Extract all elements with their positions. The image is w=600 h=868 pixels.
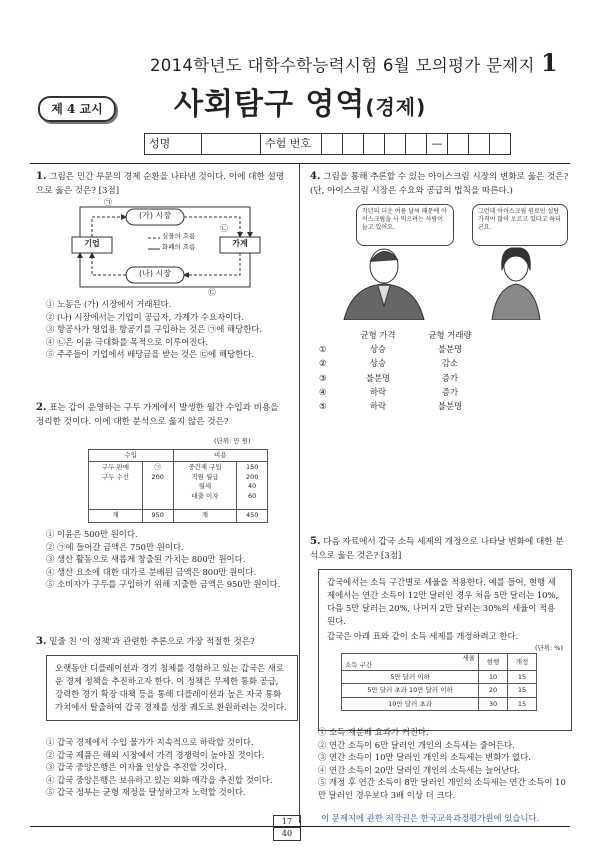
q3-options (46, 736, 296, 799)
q3-number: 3. (36, 636, 47, 647)
exam-no-digit[interactable] (364, 134, 385, 155)
mark-a: ㉠ (104, 198, 112, 207)
exam-no-digit[interactable] (406, 134, 427, 155)
exam-no-digit[interactable] (469, 134, 490, 155)
q1-circulation-diagram (70, 198, 270, 297)
name-field[interactable] (202, 134, 261, 155)
q3-option[interactable]: ② 갑국 제품은 해외 시장에서 가격 경쟁력이 높아질 것이다. (46, 749, 265, 760)
q4-option-mark: ③ (319, 372, 327, 383)
household-label: 가계 (232, 239, 248, 248)
q5-option[interactable]: ① 소득 재분배 효과가 커진다. (318, 727, 429, 737)
q2-option[interactable]: ④ 생산 요소에 대한 대가로 분배된 금액은 800만 원이다. (46, 566, 257, 577)
people-figures (312, 244, 568, 320)
q2-income-cost-table (88, 449, 268, 523)
q4-col-qty: 균형 거래량 (428, 330, 472, 340)
legend-real: 실물의 흐름 (162, 232, 196, 240)
man-figure (344, 249, 424, 320)
market-ga-label: (가) 시장 (139, 211, 171, 220)
q1-stem: 그림은 민간 부문의 경제 순환을 나타낸 것이다. 이에 대한 설명으로 옳은 것은? [3점] (36, 172, 285, 196)
q2-income-total: 950 (142, 510, 173, 522)
q5-head-bracket: 소득 구간 (345, 661, 373, 670)
q3-option[interactable]: ⑤ 갑국 정부는 균형 재정을 달성하고자 노력할 것이다. (46, 787, 246, 798)
q4-option-mark: ⑤ (319, 400, 327, 411)
q3-option[interactable]: ④ 갑국 중앙은행은 보유하고 있는 외화 매각을 추진할 것이다. (46, 774, 273, 785)
exam-no-digit[interactable] (343, 134, 364, 155)
q1-option[interactable]: ⑤ 주주들이 기업에서 배당금을 받는 것은 ㉢에 해당한다. (46, 349, 254, 360)
q4-option-price: 하락 (369, 400, 387, 411)
header-rule (30, 163, 570, 164)
man-speech-bubble: 작년의 더운 여름 날씨 때문에 아이스크림을 사 먹으려는 사람이 늘고 있어요. (356, 204, 454, 246)
q2-option[interactable]: ① 이윤은 500만 원이다. (46, 529, 138, 539)
q4-option-qty: 증가 (441, 372, 459, 383)
page-number: 1 (541, 48, 558, 77)
q5-head-rate: 세율 (462, 654, 476, 663)
subject-title (174, 83, 426, 127)
q2-stem: 표는 갑이 운영하는 구두 가게에서 발생한 월간 수입과 비용을 정리한 것이다. 이에 대한 분석으로 옳지 않은 것은? (36, 403, 279, 427)
q5-revised-rate: 15 (508, 684, 537, 697)
exam-no-digit[interactable] (490, 134, 511, 155)
q4-number: 4. (310, 171, 321, 182)
q4-option-price: 불분명 (365, 372, 391, 383)
q5-unit: (단위: %) (534, 644, 563, 653)
exam-no-label: 수험 번호 (261, 134, 322, 155)
q2-options (46, 528, 296, 591)
q4-option-qty: 감소 (441, 358, 459, 369)
q4-option-mark: ① (319, 344, 327, 355)
q2-option[interactable]: ③ 생산 활동으로 새롭게 창출된 가치는 800만 원이다. (46, 554, 246, 565)
q3-option[interactable]: ① 갑국 경제에서 수입 물가가 지속적으로 하락할 것이다. (46, 737, 254, 747)
q1-option[interactable]: ② (나) 시장에서는 기업이 공급자, 가계가 수요자이다. (46, 311, 245, 322)
page-fraction (273, 815, 301, 841)
woman-speech-bubble: 그런데 아이스크림 원료인 설탕 가격이 많이 오르고 있다고 하더군요. (472, 204, 568, 246)
q4-option-row[interactable] (318, 371, 486, 385)
mark-b: ㉡ (220, 224, 228, 233)
q1-number: 1. (36, 171, 47, 182)
name-label: 성명 (145, 134, 202, 155)
q5-tax-table (341, 653, 537, 710)
q4-option-qty: 불분명 (437, 344, 463, 355)
q3-stem: 밑줄 친 '이 정책'과 관련한 추론으로 가장 적절한 것은? (49, 637, 255, 647)
copyright-note: 이 문제지에 관한 저작권은 한국교육과정평가원에 있습니다. (321, 813, 540, 823)
exam-no-dash: — (427, 134, 448, 155)
q3-passage: 오랫동안 디플레이션과 경기 침체를 경험하고 있는 갑국은 새로운 경제 정책을 추진하고자 한다. 이 정책은 무제한 통화 공급, 강력한 경기 확장 대책 등을 통해 디플레이션과 높은 자국 통화 가치에서 탈출하여 갑국 경제를 성장 궤도로 환원하려는 것이다. (46, 655, 298, 721)
q4-option-price: 하락 (369, 386, 387, 397)
firm-label: 기업 (84, 239, 100, 248)
q5-option[interactable]: ④ 연간 소득이 20만 달러인 개인의 소득세는 늘어난다. (318, 764, 521, 775)
q4-option-price: 상승 (369, 358, 387, 369)
q1-option[interactable]: ④ ㉡은 이윤 극대화를 목적으로 이루어진다. (46, 336, 209, 347)
q2-total-label: 계 (89, 510, 143, 522)
q4-option-row[interactable] (318, 385, 486, 399)
question-5 (310, 535, 570, 562)
question-4 (310, 170, 570, 197)
q4-option-row[interactable] (318, 342, 486, 356)
page-total: 40 (274, 827, 300, 839)
q5-bracket: 5만 달러 이하 (342, 671, 479, 684)
q5-head-revised: 개정 (508, 654, 537, 671)
woman-figure (492, 248, 540, 320)
q2-unit: (단위: 만 원) (214, 437, 251, 445)
question-1 (36, 170, 286, 197)
q1-option[interactable]: ③ 항공사가 영업용 항공기를 구입하는 것은 ㉠에 해당한다. (46, 324, 263, 335)
subject-sub: (경제) (365, 95, 427, 119)
q5-current-rate: 20 (479, 684, 508, 697)
page-current: 17 (281, 817, 293, 826)
q4-option-mark: ④ (319, 386, 327, 397)
q2-option[interactable]: ② ㉠에 들어갈 금액은 750만 원이다. (46, 541, 184, 552)
q2-head-cost: 비용 (173, 450, 267, 462)
q4-option-row[interactable] (318, 356, 486, 370)
q3-option[interactable]: ③ 갑국 중앙은행은 이자율 인상을 추진할 것이다. (46, 762, 227, 773)
exam-no-digit[interactable] (385, 134, 406, 155)
q5-passage-box (318, 569, 572, 731)
exam-title: 2014학년도 대학수학능력시험 6월 모의평가 문제지 (150, 56, 535, 75)
q4-option-price: 상승 (369, 344, 387, 355)
q2-cost-total: 450 (237, 510, 268, 522)
q4-option-mark: ② (319, 358, 327, 369)
q1-option[interactable]: ① 노동은 (가) 시장에서 거래된다. (46, 299, 172, 309)
q5-head-current: 현행 (479, 654, 508, 671)
q5-passage: 갑국에서는 소득 구간별로 세율을 적용한다. 예를 들어, 현행 세제에서는 연간 소득이 12만 달러인 경우 처음 5만 달러는 10%, 다음 5만 달러는 20%, 나머지 2만 달러는 30%의 세율이 적용된다. (327, 577, 559, 627)
column-divider (299, 163, 300, 823)
exam-no-digit[interactable] (448, 134, 469, 155)
q5-options (318, 726, 570, 802)
q2-income-items: 구두 판매 구두 수선 (89, 462, 143, 510)
q4-option-row[interactable] (318, 399, 486, 413)
q4-illustration (312, 200, 568, 320)
legend-money: 화폐의 흐름 (162, 243, 196, 251)
q4-option-qty: 불분명 (437, 400, 463, 411)
q5-revised-rate: 15 (508, 697, 537, 710)
q2-total-label: 계 (173, 510, 237, 522)
question-3 (36, 635, 286, 650)
q5-option[interactable]: ② 연간 소득이 6만 달러인 개인의 소득세는 줄어든다. (318, 739, 515, 750)
q2-income-value: 200 (151, 472, 164, 481)
q5-number: 5. (310, 536, 321, 547)
q4-col-price: 균형 가격 (360, 330, 396, 340)
q5-stem: 다음 자료에서 갑국 소득 세제의 개정으로 나타날 변화에 대한 분석으로 옳은 것은? [3점] (310, 537, 564, 561)
q1-options (46, 298, 296, 361)
q5-option[interactable]: ⑤ 개정 후 연간 소득이 8만 달러인 개인의 소득세는 연간 소득이 10만 달러인 경우보다 3배 이상 더 크다. (318, 777, 566, 801)
q2-income-mark: ㉠ (154, 463, 161, 472)
market-na-label: (나) 시장 (139, 269, 171, 278)
q4-answer-table (318, 328, 486, 413)
q5-option[interactable]: ③ 연간 소득이 10만 달러인 개인의 소득세는 변화가 없다. (318, 752, 531, 763)
mark-c: ㉢ (208, 288, 216, 297)
q2-option[interactable]: ⑤ 소비자가 구두를 구입하기 위해 지출한 금액은 950만 원이다. (46, 579, 281, 590)
q2-cost-items: 중간재 구입 직원 월급 월세 대출 이자 (173, 462, 237, 510)
q5-current-rate: 30 (479, 697, 508, 710)
q2-number: 2. (36, 402, 47, 413)
candidate-info-table (144, 133, 511, 155)
question-2 (36, 401, 286, 428)
period-badge: 제 4 교시 (38, 96, 116, 122)
exam-no-digit[interactable] (322, 134, 343, 155)
q2-cost-values: 150 200 40 60 (237, 462, 268, 510)
q5-passage2: 갑국은 아래 표와 같이 소득 세제를 개정하려고 한다. (327, 631, 519, 642)
q5-current-rate: 10 (479, 671, 508, 684)
subject-main: 사회탐구 영역 (174, 87, 366, 122)
q5-revised-rate: 15 (508, 671, 537, 684)
q5-bracket: 5만 달러 초과 10만 달러 이하 (342, 684, 479, 697)
q4-option-qty: 증가 (441, 386, 459, 397)
q4-stem: 그림을 통해 추론할 수 있는 아이스크림 시장의 변화로 옳은 것은? (단, 아이스크림 시장은 수요와 공급의 법칙을 따른다.) (310, 172, 569, 196)
q2-head-income: 수입 (89, 450, 174, 462)
q5-bracket: 10만 달러 초과 (342, 697, 479, 710)
